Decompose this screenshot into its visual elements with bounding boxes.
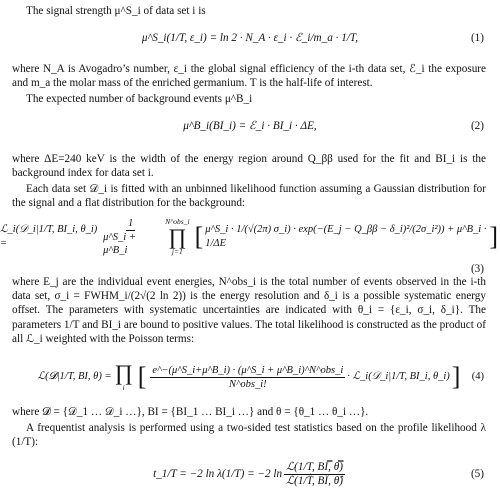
- equation-3-inner: μ^S_i · 1/(√(2π) σ_i) · exp(−(E_j − Q_ββ − δ_i)²/(2σ_i²)) + μ^B_i · 1/ΔE: [205, 223, 487, 249]
- equation-3-frac-numerator: 1: [128, 218, 134, 229]
- equation-3-product-upper: N^obs_i: [165, 217, 190, 226]
- equation-3: ℒ_i(𝒟_i|1/T, BI_i, θ_i) = $\frac{1}{\mu\^{}S\_i + \mu\^{}B\_i}$ N^obs_i ∏ j=1 [ μ^S_i · 1/(√(2π) σ_i) · exp(−(E_j − Q_ββ − δ_i)²/(2σ_i²)) + μ^B_i · 1/ΔE ]: [0, 217, 498, 256]
- equation-5-lhs: t_1/T = −2 ln λ(1/T) = −2 ln: [153, 467, 283, 480]
- paragraph-likelihood-intro: Each data set 𝒟_i is fitted with an unbinned likelihood function assuming a Gaussian distribution for the signal and a flat distribution for the background:: [12, 183, 486, 210]
- equation-3-fraction: [101, 217, 160, 257]
- equation-4-tail: · ℒ_i(𝒟_i|1/T, BI_i, θ_i): [347, 370, 450, 382]
- equation-2: [0, 110, 500, 142]
- paragraph-set-definitions: where 𝓓 = {𝒟_1 … 𝒟_i …}, BI = {BI_1 … BI_i …} and θ = {θ_1 … θ_i …}.: [12, 406, 369, 418]
- paragraph-parameters: where E_j are the individual event energies, N^obs_i is the total number of events observed in the i-th data set, σ_i = FWHM_i/(2√(2 ln 2)) is the energy resolution and δ_i is a possible systematic energy offset. The parameters with systematic uncertainties are indicated with θ_i = {ε_i, σ_i, δ_i}. The parameters 1/T and BI_i are bound to positive values. The total likelihood is constructed as the product of all ℒ_i weighted with the Poisson terms:: [12, 276, 486, 345]
- equation-4-frac-denominator: N^obs_i!: [228, 378, 267, 390]
- paragraph-background-intro: The expected number of background events μ^B_i: [26, 93, 253, 105]
- paragraph-energy-window: where ΔE=240 keV is the width of the energy region around Q_ββ used for the fit and BI_i is the background index for data set i.: [12, 153, 486, 180]
- equation-5-frac-denominator: ℒ(1/T̂, BÎ, θ̂): [286, 474, 343, 487]
- equation-3-number: (3): [470, 263, 484, 275]
- equation-1-number: (1): [470, 31, 484, 44]
- equation-5: [0, 454, 500, 494]
- equation-4-frac-numerator: e^−(μ^S_i+μ^B_i) · (μ^S_i + μ^B_i)^N^obs_i: [152, 364, 344, 376]
- equation-5-frac-numerator: ℒ(1/T, BI̿, θ̿): [286, 460, 343, 473]
- equation-3-lhs: ℒ_i(𝒟_i|1/T, BI_i, θ_i) =: [0, 223, 98, 249]
- equation-2-body: μ^B_i(BI_i) = ℰ_i · BI_i · ΔE,: [183, 119, 317, 132]
- equation-2-number: (2): [470, 119, 484, 132]
- equation-4-product: ∏ i: [114, 360, 133, 392]
- equation-3-product-lower: j=1: [171, 247, 183, 256]
- paragraph-signal-strength-intro: The signal strength μ^S_i of data set i is: [26, 5, 206, 17]
- paragraph-definitions: where N_A is Avogadro’s number, ε_i the global signal efficiency of the i-th data set, ℰ_i the exposure and m_a the molar mass of the enriched germanium. T is the half-life of interest.: [12, 63, 486, 90]
- equation-3-frac-denominator: μ^S_i + μ^B_i: [103, 232, 136, 256]
- equation-4-lhs: ℒ(𝓓|1/T, BI, θ) =: [37, 370, 112, 382]
- equation-5-fraction: [284, 461, 345, 488]
- equation-4-fraction: [150, 364, 345, 391]
- paragraph-frequentist: A frequentist analysis is performed using a two-sided test statistics based on the profile likelihood λ (1/T):: [12, 422, 486, 449]
- equation-4: ℒ(𝓓|1/T, BI, θ) = ∏ i [ $\frac{\text{e\textasciicircum{}−(μ\textasciicircum{}S\_i+μ\textasciicircum{}B\_i) · (μ\textasciicircum{}S\_i + μ\textasciicircum{}B\_i)\textasciicircum{}N\textasciicircum{}obs\_i}}{\text{N\textasciicircum{}obs\_i!}}$ · ℒ_i(𝒟_i|1/T, BI_i, θ_i) ] (4): [37, 360, 484, 392]
- equation-5-number: (5): [470, 467, 484, 480]
- equation-4-number: (4): [471, 370, 484, 382]
- equation-1: [0, 22, 500, 54]
- equation-4-product-lower: i: [122, 383, 125, 392]
- equation-3-product: N^obs_i ∏ j=1: [165, 217, 190, 256]
- equation-1-body: μ^S_i(1/T, ε_i) = ln 2 · N_A · ε_i · ℰ_i/m_a · 1/T,: [141, 31, 359, 44]
